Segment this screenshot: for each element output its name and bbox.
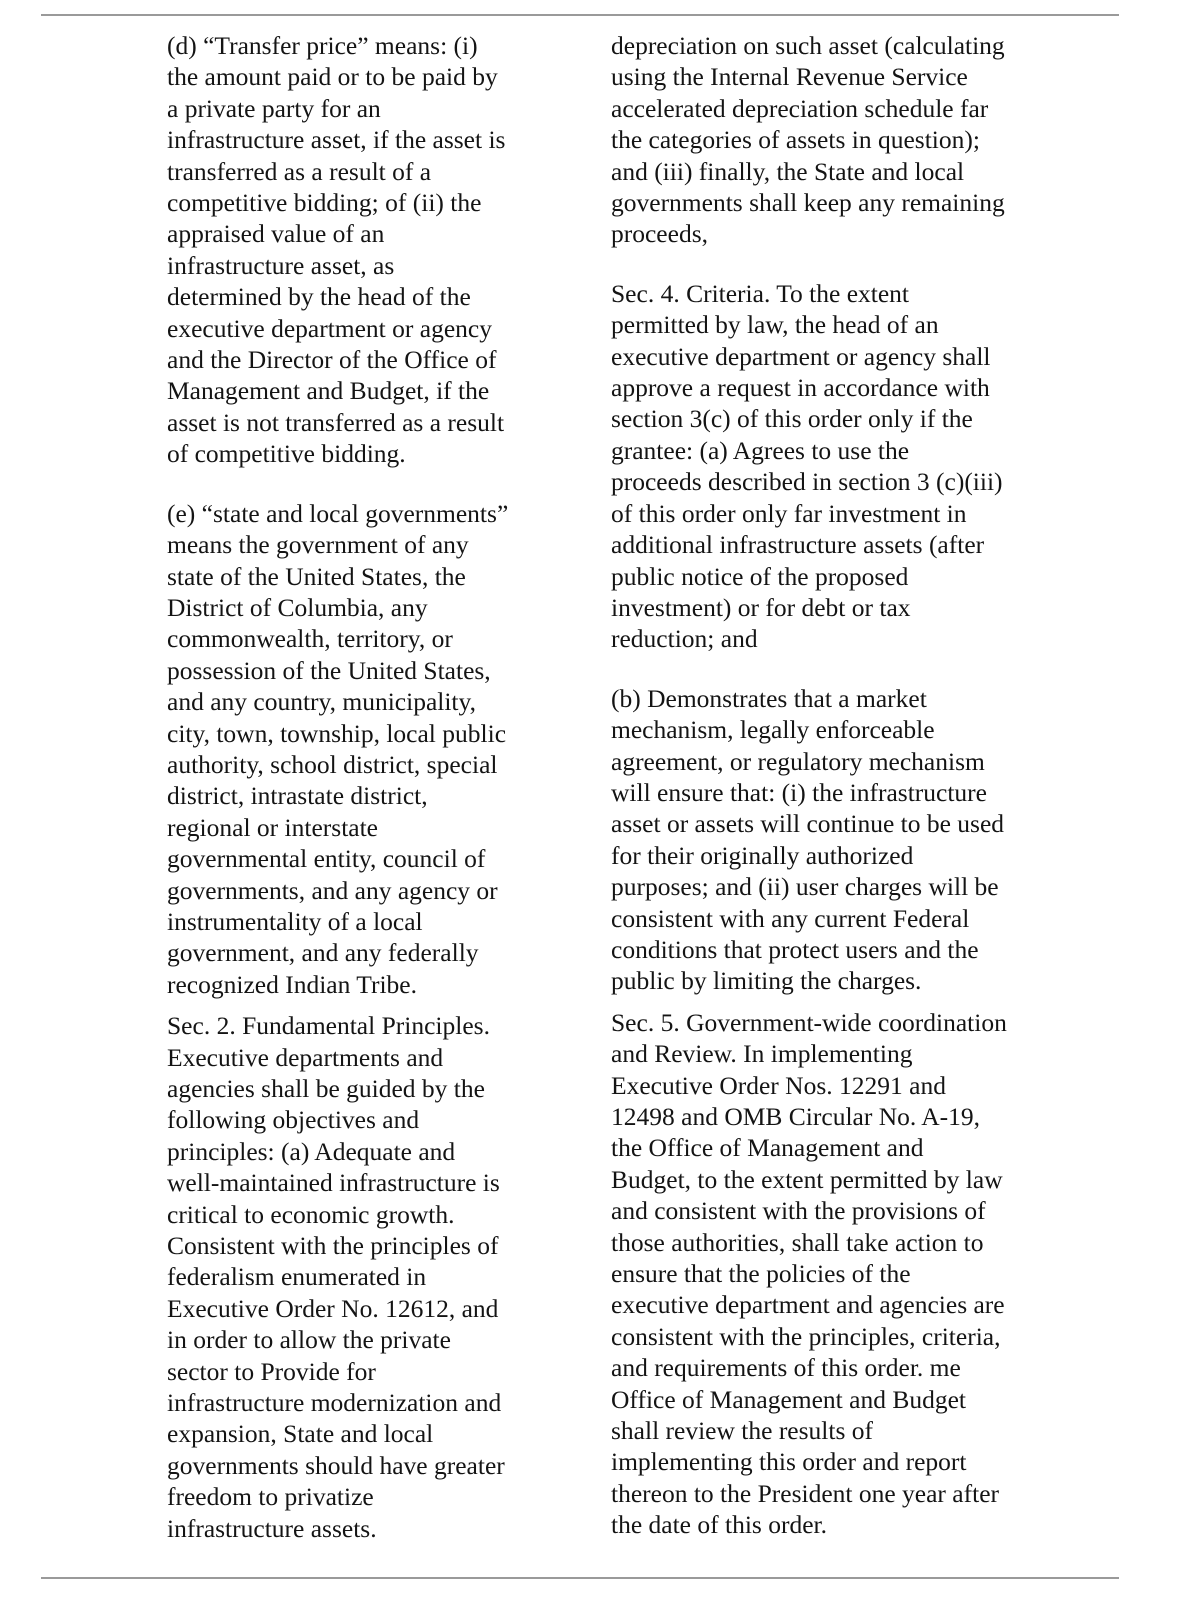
text-line: accelerated depreciation schedule far	[611, 93, 989, 123]
text-line: federalism enumerated in	[167, 1262, 427, 1292]
text-line: district, intrastate district,	[167, 781, 428, 811]
text-line: public by limiting the charges.	[611, 966, 922, 996]
text-line: Executive Order No. 12612, and	[167, 1293, 499, 1323]
text-line: additional infrastructure assets (after	[611, 530, 985, 560]
text-line: proceeds,	[611, 219, 708, 249]
text-line: governments should have greater	[167, 1450, 505, 1480]
text-line: recognized Indian Tribe.	[167, 969, 417, 999]
text-line: depreciation on such asset (calculating	[611, 31, 1005, 60]
text-line: thereon to the President one year after	[611, 1478, 1000, 1508]
section-2-fundamental-principles	[167, 1010, 577, 1544]
text-line: ensure that the policies of the	[611, 1259, 911, 1289]
text-line: public notice of the proposed	[611, 561, 909, 591]
text-line: mechanism, legally enforceable	[611, 715, 935, 745]
text-line: the amount paid or to be paid by	[167, 62, 498, 92]
text-line: section 3(c) of this order only if the	[611, 404, 973, 434]
text-line: agencies shall be guided by the	[167, 1074, 485, 1103]
text-line: Budget, to the extent permitted by law	[611, 1164, 1003, 1194]
section-4-criteria	[611, 278, 1081, 655]
text-line: governmental entity, council of	[167, 844, 486, 874]
right-column	[611, 30, 1081, 1541]
text-line: and (iii) finally, the State and local	[611, 156, 965, 186]
bottom-rule	[41, 1577, 1119, 1579]
text-line: competitive bidding; of (ii) the	[167, 188, 482, 218]
text-line: and any country, municipality,	[167, 687, 476, 717]
definition-transfer-price	[167, 30, 577, 470]
text-line: implementing this order and report	[611, 1447, 967, 1477]
text-line: Consistent with the principles of	[167, 1231, 499, 1261]
text-line: proceeds described in section 3 (c)(iii)	[611, 467, 1003, 497]
text-line: infrastructure modernization and	[167, 1388, 502, 1418]
paragraph-gap	[167, 470, 577, 498]
text-line: of this order only far investment in	[611, 498, 967, 528]
text-line: the Office of Management and	[611, 1133, 924, 1163]
text-line: state of the United States, the	[167, 561, 466, 591]
text-line: instrumentality of a local	[167, 906, 423, 936]
text-line: grantee: (a) Agrees to use the	[611, 435, 910, 465]
text-line: those authorities, shall take action to	[611, 1227, 984, 1257]
text-line: commonwealth, territory, or	[167, 624, 453, 654]
text-line: Office of Management and Budget	[611, 1384, 966, 1414]
text-line: government, and any federally	[167, 938, 479, 968]
text-line: Executive departments and	[167, 1042, 444, 1072]
text-line: will ensure that: (i) the infrastructure	[611, 777, 987, 807]
text-line: 12498 and OMB Circular No. A-19,	[611, 1102, 981, 1131]
text-line: and requirements of this order. me	[611, 1353, 961, 1383]
text-line: critical to economic growth.	[167, 1199, 455, 1229]
definition-state-local-governments	[167, 498, 577, 1001]
paragraph-gap	[167, 1000, 577, 1010]
text-line: asset or assets will continue to be used	[611, 809, 1005, 839]
text-line: Executive Order Nos. 12291 and	[611, 1070, 946, 1100]
text-line: (b) Demonstrates that a market	[611, 683, 927, 713]
text-line: the categories of assets in question);	[611, 125, 980, 155]
paragraph-gap	[611, 655, 1081, 683]
text-line: asset is not transferred as a result	[167, 407, 505, 437]
text-line: regional or interstate	[167, 812, 378, 842]
top-rule	[41, 14, 1119, 16]
text-line: a private party for an	[167, 93, 381, 123]
text-line: executive department or agency shall	[611, 341, 991, 371]
text-line: Sec. 4. Criteria. To the extent	[611, 278, 909, 308]
text-line: in order to allow the private	[167, 1325, 451, 1355]
text-line: shall review the results of	[611, 1416, 874, 1446]
text-line: expansion, State and local	[167, 1419, 434, 1449]
text-line: authority, school district, special	[167, 749, 498, 779]
depreciation-paragraph	[611, 30, 1081, 250]
text-line: infrastructure assets.	[167, 1513, 377, 1543]
text-line: sector to Provide for	[167, 1356, 376, 1386]
text-line: agreement, or regulatory mechanism	[611, 746, 985, 776]
text-line: freedom to privatize	[167, 1482, 374, 1512]
text-line: the date of this order.	[611, 1510, 827, 1540]
text-line: and Review. In implementing	[611, 1039, 913, 1069]
text-line: means the government of any	[167, 530, 469, 560]
text-line: reduction; and	[611, 624, 758, 654]
text-line: investment) or for debt or tax	[611, 592, 911, 622]
text-line: conditions that protect users and the	[611, 934, 979, 964]
text-line: purposes; and (ii) user charges will be	[611, 872, 999, 902]
text-line: following objectives and	[167, 1105, 420, 1135]
text-line: Sec. 2. Fundamental Principles.	[167, 1011, 490, 1041]
section-5-coordination-review	[611, 1007, 1081, 1541]
text-line: (e) “state and local governments”	[167, 498, 509, 528]
text-line: possession of the United States,	[167, 655, 491, 685]
text-line: (d) “Transfer price” means: (i)	[167, 31, 478, 60]
text-line: Management and Budget, if the	[167, 376, 490, 406]
text-line: consistent with the principles, criteria,	[611, 1321, 1001, 1351]
text-line: consistent with any current Federal	[611, 903, 970, 933]
text-line: using the Internal Revenue Service	[611, 62, 968, 92]
text-line: permitted by law, the head of an	[611, 310, 939, 340]
text-line: executive department or agency	[167, 313, 492, 343]
text-line: District of Columbia, any	[167, 592, 428, 622]
paragraph-gap	[611, 997, 1081, 1007]
text-line: governments, and any agency or	[167, 875, 498, 905]
text-line: infrastructure asset, as	[167, 250, 395, 280]
text-line: determined by the head of the	[167, 282, 471, 312]
text-line: city, town, township, local public	[167, 718, 507, 748]
text-line: principles: (a) Adequate and	[167, 1136, 456, 1166]
criteria-b-demonstrates	[611, 683, 1081, 997]
text-line: governments shall keep any remaining	[611, 188, 1005, 218]
left-column	[167, 30, 577, 1544]
text-line: well-maintained infrastructure is	[167, 1168, 500, 1198]
text-line: approve a request in accordance with	[611, 373, 990, 403]
text-line: executive department and agencies are	[611, 1290, 1005, 1320]
text-line: infrastructure asset, if the asset is	[167, 125, 506, 155]
text-line: transferred as a result of a	[167, 156, 432, 186]
text-line: appraised value of an	[167, 219, 385, 249]
text-line: for their originally authorized	[611, 840, 914, 870]
text-line: of competitive bidding.	[167, 439, 406, 469]
text-line: and the Director of the Office of	[167, 345, 497, 375]
text-line: and consistent with the provisions of	[611, 1196, 986, 1226]
text-line: Sec. 5. Government-wide coordination	[611, 1007, 1007, 1037]
paragraph-gap	[611, 250, 1081, 278]
